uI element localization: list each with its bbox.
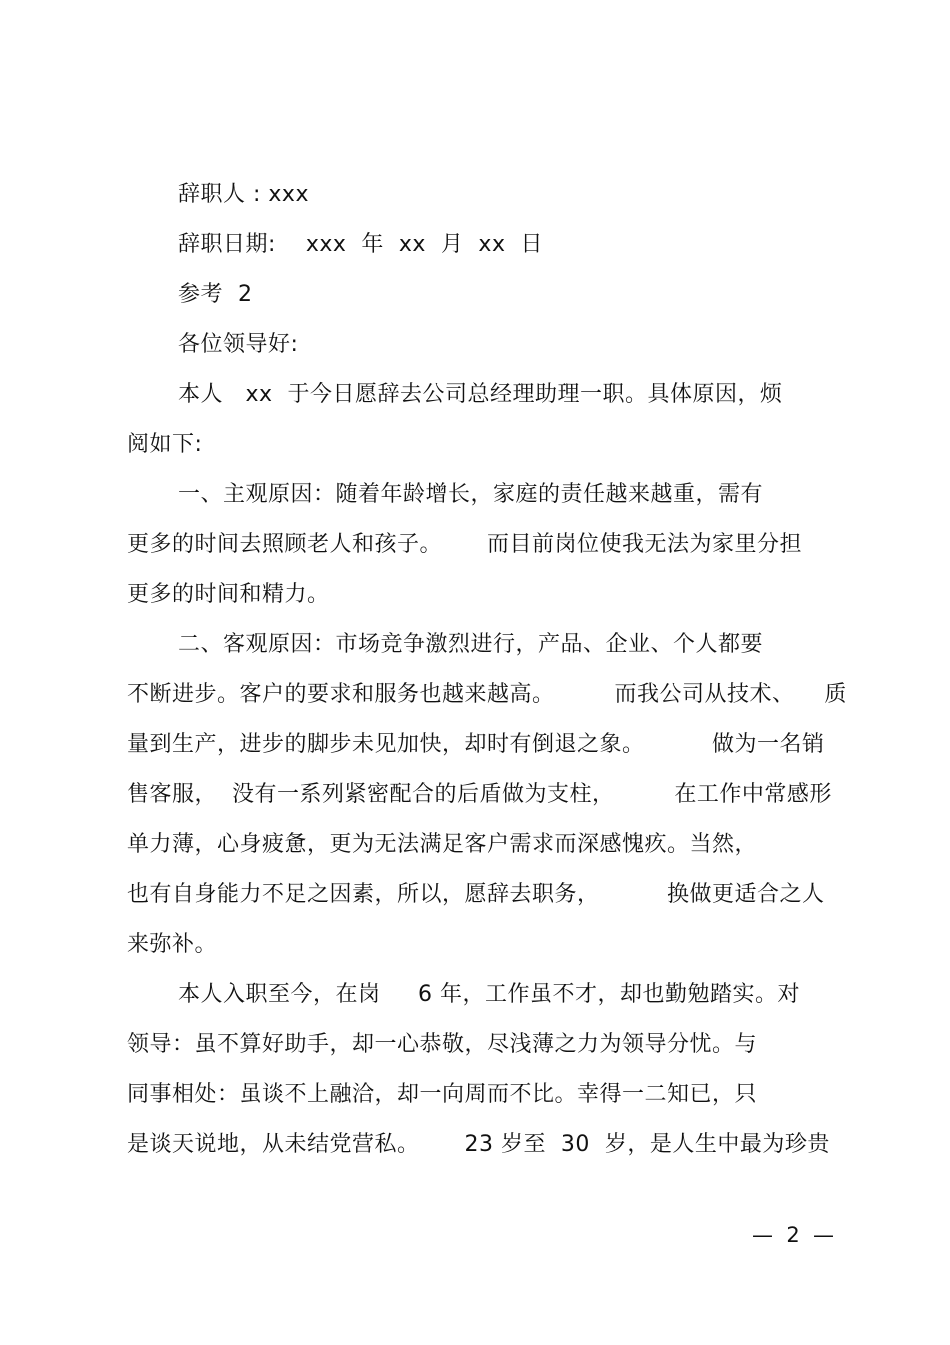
paragraph-line: 售客服， 没有一系列紧密配合的后盾做为支柱， 在工作中常感形 <box>127 782 832 807</box>
paragraph-line: 同事相处：虽谈不上融洽，却一向周而不比。幸得一二知已，只 <box>127 1082 758 1107</box>
paragraph-line: 本人入职至今，在岗 6 年，工作虽不才，却也勤勉踏实。对 <box>178 982 800 1007</box>
paragraph-line: 一、主观原因：随着年龄增长，家庭的责任越来越重，需有 <box>178 482 764 507</box>
salutation: 各位领导好: <box>178 332 299 357</box>
paragraph-line: 来弥补。 <box>127 932 218 957</box>
paragraph-line: 量到生产，进步的脚步未见加快，却时有倒退之象。 做为一名销 <box>127 732 825 757</box>
paragraph-line: 领导：虽不算好助手，却一心恭敬，尽浅薄之力为领导分忧。与 <box>127 1032 758 1057</box>
reference-heading: 参考 2 <box>178 282 253 307</box>
page-number: — 2 — <box>752 1223 835 1247</box>
resigner-line: 辞职人 : xxx <box>178 182 309 207</box>
resignation-date-line: 辞职日期: xxx 年 xx 月 xx 日 <box>178 232 543 257</box>
paragraph-line: 是谈天说地，从未结党营私。 23 岁至 30 岁，是人生中最为珍贵 <box>127 1132 830 1157</box>
paragraph-line: 二、客观原因：市场竞争激烈进行，产品、企业、个人都要 <box>178 632 764 657</box>
paragraph-line: 更多的时间去照顾老人和孩子。 而目前岗位使我无法为家里分担 <box>127 532 802 557</box>
paragraph-line: 也有自身能力不足之因素，所以，愿辞去职务， 换做更适合之人 <box>127 882 825 907</box>
paragraph-line: 不断进步。客户的要求和服务也越来越高。 而我公司从技术、 质 <box>127 682 847 707</box>
paragraph-line: 阅如下: <box>127 432 203 457</box>
paragraph-line: 本人 xx 于今日愿辞去公司总经理助理一职。具体原因，烦 <box>178 382 783 407</box>
paragraph-line: 更多的时间和精力。 <box>127 582 330 607</box>
paragraph-line: 单力薄，心身疲惫，更为无法满足客户需求而深感愧疚。当然， <box>127 832 758 857</box>
